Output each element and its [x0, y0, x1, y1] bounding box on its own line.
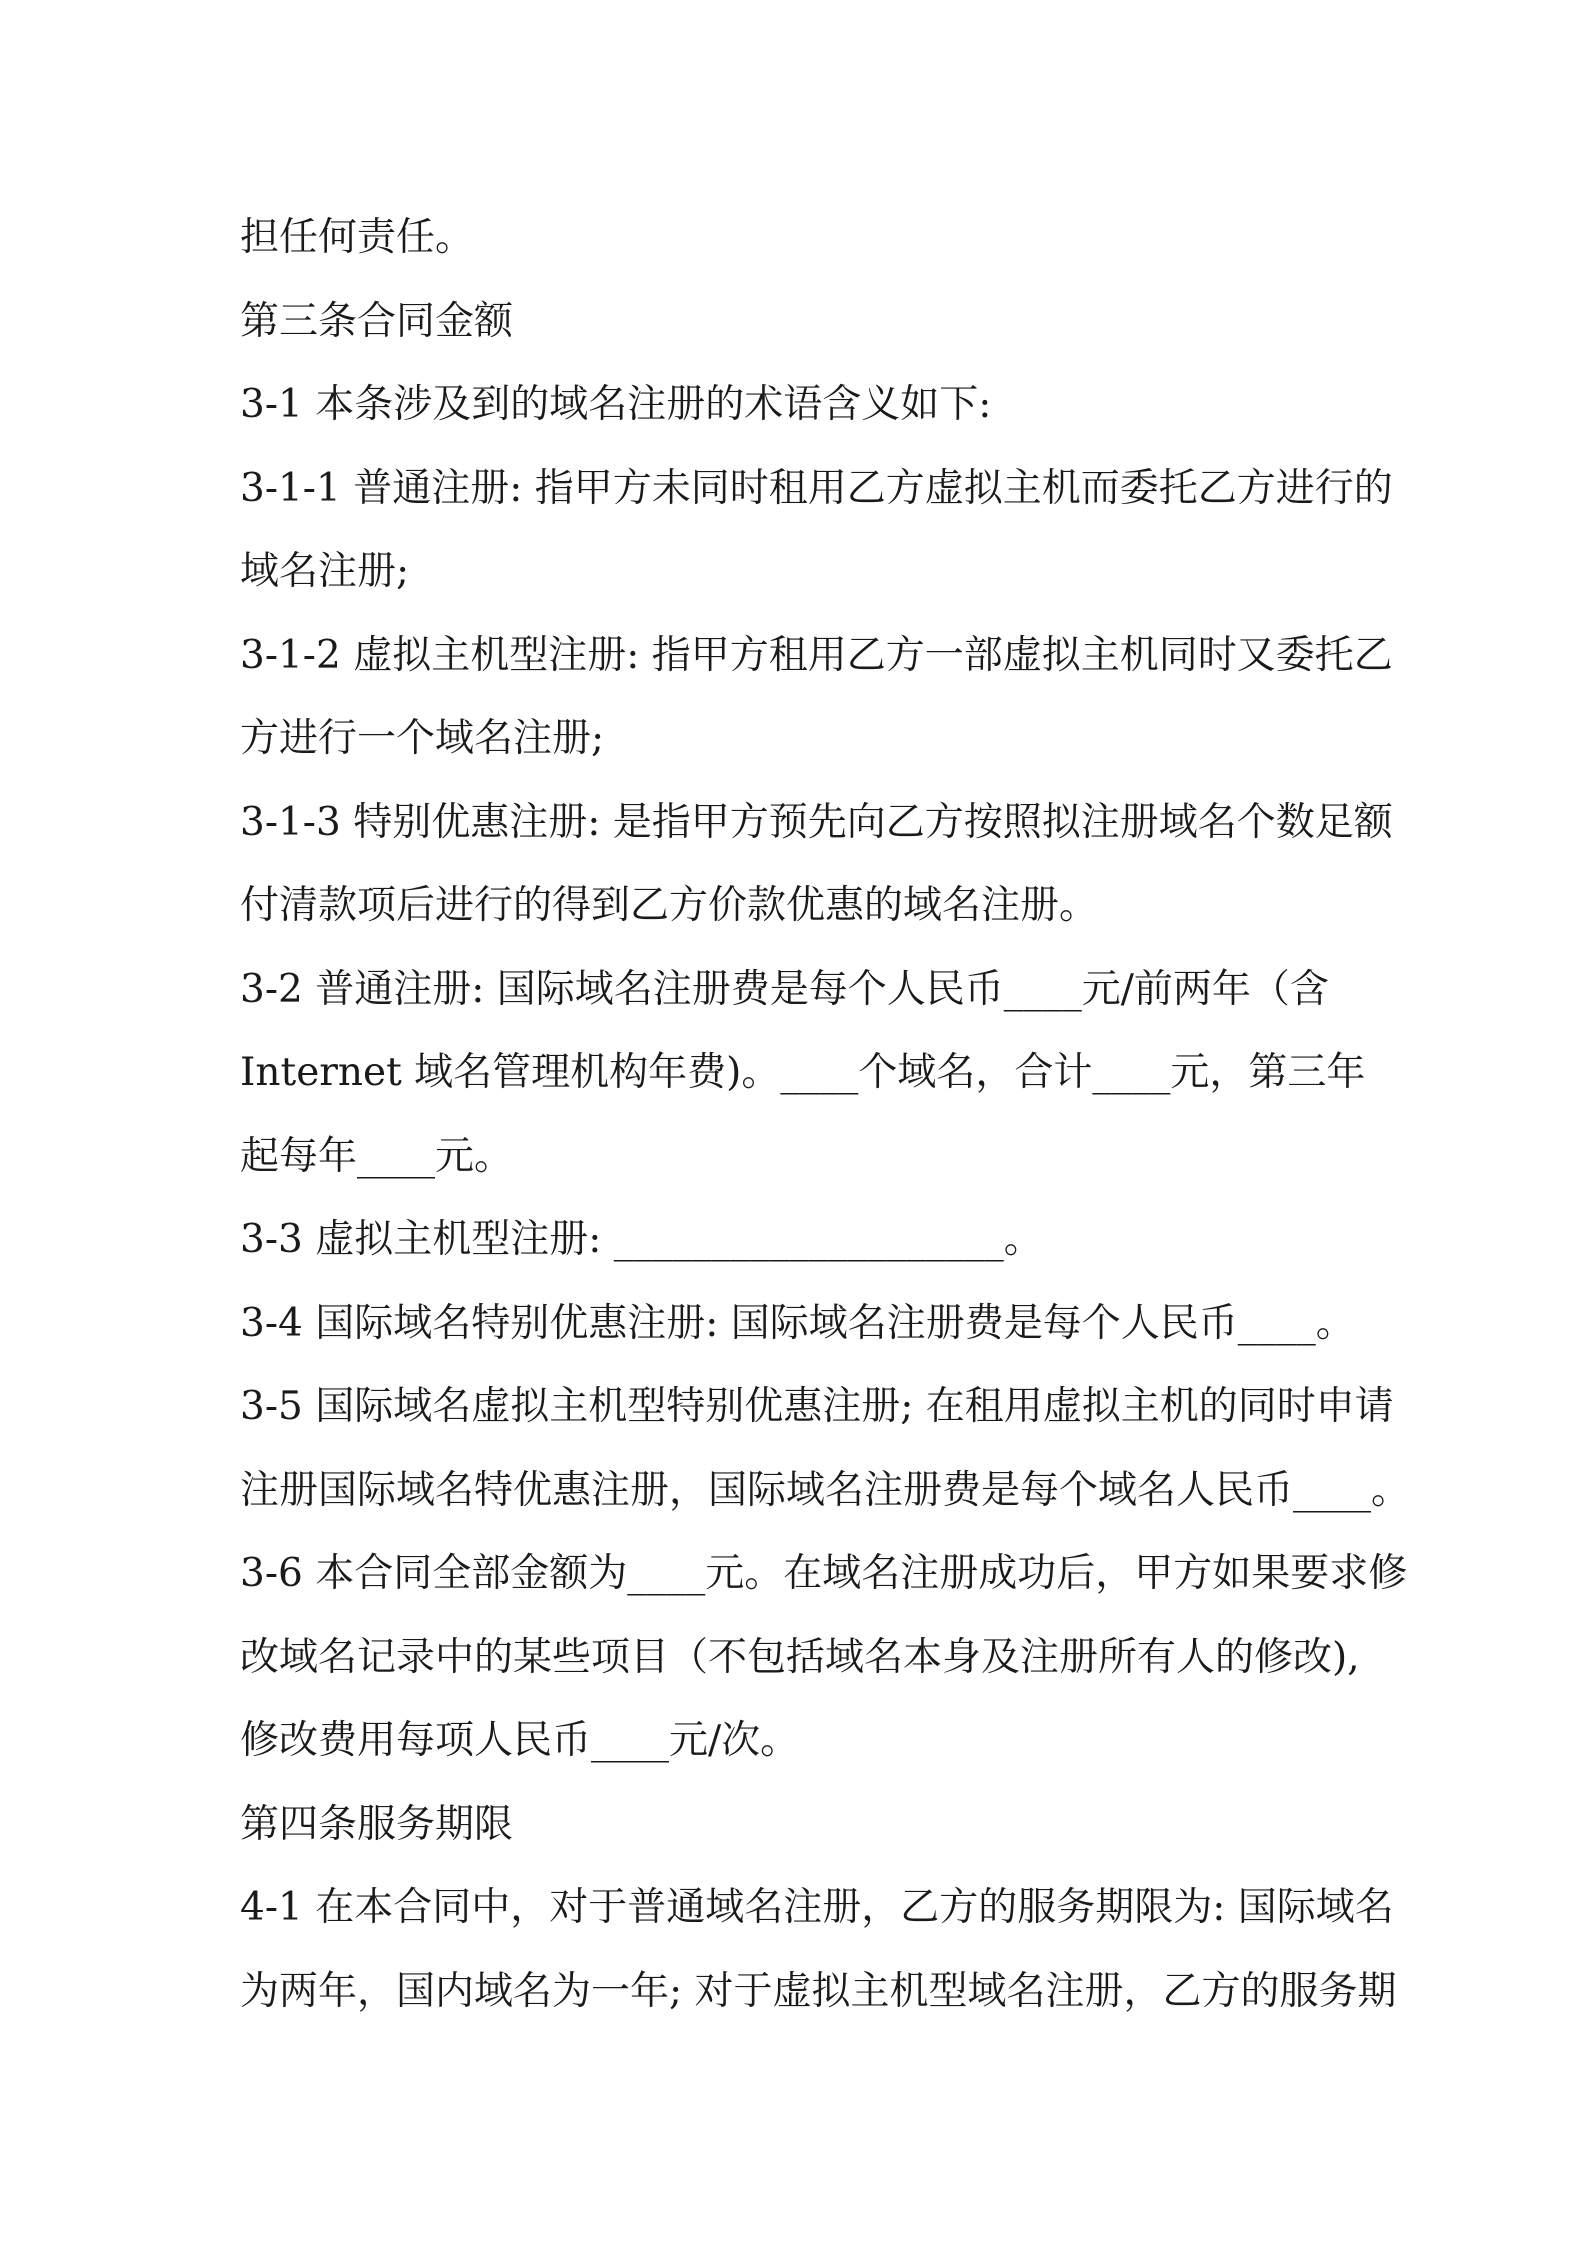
section-heading-4: 第四条服务期限 — [240, 1801, 514, 1847]
text-line: 担任何责任。 — [240, 215, 475, 260]
text-line: 3-1-2 虚拟主机型注册: 指甲方租用乙方一部虚拟主机同时又委托乙 — [240, 632, 1393, 678]
text-line: 3-6 本合同全部金额为____元。在域名注册成功后，甲方如果要求修 — [240, 1551, 1408, 1596]
text-line: 方进行一个域名注册; — [240, 716, 605, 761]
text-line: 域名注册; — [240, 549, 410, 594]
text-line: 3-2 普通注册: 国际域名注册费是每个人民币____元/前两年（含 — [240, 966, 1329, 1012]
text-line: 改域名记录中的某些项目（不包括域名本身及注册所有人的修改), — [240, 1634, 1360, 1680]
text-line: 注册国际域名特优惠注册，国际域名注册费是每个域名人民币____。 — [240, 1467, 1411, 1513]
section-heading-3: 第三条合同金额 — [240, 298, 514, 344]
text-line: 3-1 本条涉及到的域名注册的术语含义如下: — [240, 382, 992, 427]
text-line: 3-3 虚拟主机型注册: ____________________。 — [240, 1217, 1043, 1262]
text-line: 3-1-3 特别优惠注册: 是指甲方预先向乙方按照拟注册域名个数足额 — [240, 799, 1393, 845]
text-line: 付清款项后进行的得到乙方价款优惠的域名注册。 — [240, 883, 1099, 928]
text-line: 3-1-1 普通注册: 指甲方未同时租用乙方虚拟主机而委托乙方进行的 — [240, 465, 1393, 511]
text-line: Internet 域名管理机构年费)。____个域名，合计____元，第三年 — [240, 1050, 1366, 1095]
text-line: 起每年____元。 — [240, 1133, 514, 1179]
text-line: 4-1 在本合同中，对于普通域名注册，乙方的服务期限为: 国际域名 — [240, 1885, 1394, 1930]
text-line: 3-4 国际域名特别优惠注册: 国际域名注册费是每个人民币____。 — [240, 1300, 1355, 1346]
text-line: 修改费用每项人民币____元/次。 — [240, 1718, 800, 1763]
text-line: 为两年，国内域名为一年; 对于虚拟主机型域名注册，乙方的服务期 — [240, 1968, 1397, 2014]
text-line: 3-5 国际域名虚拟主机型特别优惠注册; 在租用虚拟主机的同时申请 — [240, 1384, 1394, 1429]
document-body — [240, 196, 1411, 2033]
